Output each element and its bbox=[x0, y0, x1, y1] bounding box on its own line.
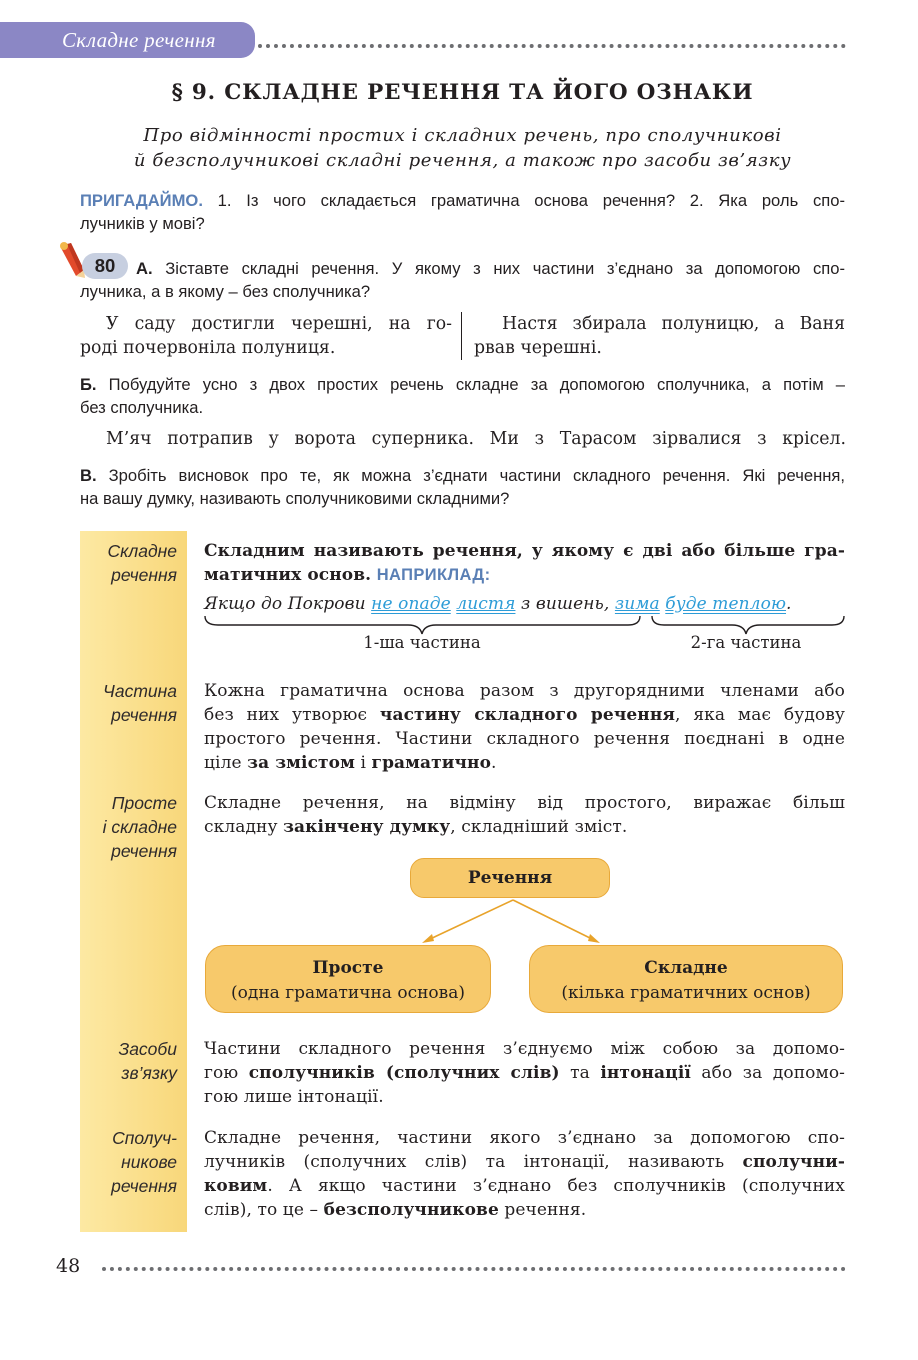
bold-term: за змістом bbox=[247, 753, 355, 773]
exercise-a-text bbox=[136, 257, 845, 280]
exercise-b-line-2: без сполучника. bbox=[80, 398, 204, 417]
means-of-connection-text bbox=[204, 1037, 845, 1109]
text-span: лучників (сполучних слів) та інтонації, називають bbox=[204, 1152, 743, 1172]
part-1-label: 1-ша частина bbox=[363, 633, 481, 652]
diagram-complex-box bbox=[529, 945, 843, 1013]
bold-term: ковим bbox=[204, 1176, 268, 1196]
text-span: , складніший зміст. bbox=[450, 817, 628, 837]
left-example-line-2: роді почервоніла полуниця. bbox=[80, 338, 336, 358]
page-number: 48 bbox=[56, 1255, 81, 1277]
example-text: Якщо до Покрови bbox=[204, 594, 372, 614]
page-subtitle bbox=[80, 123, 845, 173]
left-example-line-1: У саду достигли черешні, на го- bbox=[106, 314, 452, 334]
sentence-part-text bbox=[204, 679, 845, 775]
exercise-a-line-1: Зіставте складні речення. У якому з них частини з’єднано за допомогою спо- bbox=[165, 259, 845, 278]
diagram-arrows bbox=[410, 896, 610, 946]
side-label-means-of-connection bbox=[80, 1037, 177, 1085]
text-span: . bbox=[491, 753, 497, 773]
side-label-conjunctive-sentence bbox=[80, 1126, 177, 1198]
text-span: . А якщо частини з’єднано без сполучників (сполучних bbox=[267, 1176, 845, 1196]
side-label-complex-sentence bbox=[80, 539, 177, 587]
diagram-simple-title: Просте bbox=[312, 958, 384, 978]
exercise-c-line-2: на вашу думку, називають сполучниковими складними? bbox=[80, 489, 510, 508]
definition-complex-sentence bbox=[204, 539, 845, 587]
text-span: , яка має будову bbox=[675, 705, 845, 725]
exercise-c-line-1: Зробіть висновок про те, як можна з’єднати частини складного речення. Які речення, bbox=[108, 466, 845, 485]
exercise-number-badge: 80 bbox=[82, 253, 128, 279]
bold-term: безсполучникове bbox=[323, 1200, 499, 1220]
side-label-line: речення bbox=[111, 1176, 177, 1196]
exercise-a-line-2: лучника, а в якому – без сполучника? bbox=[80, 282, 371, 301]
subtitle-line-2: й безсполучникові складні речення, а також про засоби зв’язку bbox=[133, 150, 792, 171]
simple-vs-complex-text bbox=[204, 791, 845, 839]
bold-term: граматично bbox=[371, 753, 492, 773]
example-subject: зима bbox=[614, 594, 660, 614]
right-example-line-1: Настя збирала полуницю, а Ваня bbox=[502, 314, 845, 334]
side-label-line: Просте bbox=[111, 793, 177, 813]
example-text: з вишень, bbox=[515, 594, 615, 614]
text-span: без них утворює bbox=[204, 705, 380, 725]
recall-line-1: 1. Із чого складається граматична основа речення? 2. Яка роль спо- bbox=[217, 191, 845, 210]
footer-dotted-line bbox=[102, 1267, 846, 1271]
side-label-line: Засоби bbox=[118, 1039, 177, 1059]
diagram-complex-subtitle: (кілька граматичних основ) bbox=[561, 983, 811, 1003]
diagram-simple-subtitle: (одна граматична основа) bbox=[231, 983, 465, 1003]
definition-line-2: матичних основ. bbox=[204, 565, 372, 585]
diagram-complex-title: Складне bbox=[644, 958, 728, 978]
side-label-sentence-part bbox=[80, 679, 177, 727]
part-2-label: 2-га частина bbox=[690, 633, 802, 652]
section-tab: Складне речення bbox=[0, 22, 255, 58]
recall-line-2: лучників у мові? bbox=[80, 214, 205, 233]
example-sentence bbox=[204, 592, 864, 616]
diagram-simple-box bbox=[205, 945, 491, 1013]
text-line: простого речення. Частини складного речення поєднані в одне bbox=[204, 729, 845, 749]
bold-term: закінчену думку bbox=[283, 817, 451, 837]
text-line: Кожна граматична основа разом з другорядними членами або bbox=[204, 681, 845, 701]
conjunctive-sentence-text bbox=[204, 1126, 845, 1222]
exercise-b-label: Б. bbox=[80, 375, 97, 394]
side-label-line: никове bbox=[121, 1152, 177, 1172]
bold-term: інтонації bbox=[600, 1063, 691, 1083]
exercise-b-sentences: М’яч потрапив у ворота суперника. Ми з Тарасом зірвалися з крісел. bbox=[106, 429, 846, 449]
text-span: ціле bbox=[204, 753, 248, 773]
recall-label: ПРИГАДАЙМО. bbox=[80, 191, 203, 210]
subtitle-line-1: Про відмінності простих і складних речень, про сполучникові bbox=[143, 125, 782, 146]
bold-term: сполучників (сполучних слів) bbox=[248, 1063, 560, 1083]
diagram-root-box: Речення bbox=[410, 858, 610, 898]
text-span: і bbox=[355, 753, 372, 773]
exercise-b-text bbox=[80, 373, 845, 419]
text-span: слів), то це – bbox=[204, 1200, 324, 1220]
page-title: § 9. СКЛАДНЕ РЕЧЕННЯ ТА ЙОГО ОЗНАКИ bbox=[171, 80, 754, 105]
header-dotted-line bbox=[258, 44, 846, 48]
recall-paragraph bbox=[80, 189, 845, 235]
side-label-line: зв’язку bbox=[121, 1063, 177, 1083]
side-label-line: Складне bbox=[107, 541, 177, 561]
text-span: складну bbox=[204, 817, 284, 837]
text-span: та bbox=[559, 1063, 601, 1083]
text-line: гою лише інтонації. bbox=[204, 1087, 384, 1107]
side-label-line: речення bbox=[111, 565, 177, 585]
text-line: Складне речення, частини якого з’єднано за допомогою спо- bbox=[204, 1128, 845, 1148]
right-example-line-2: рвав черешні. bbox=[474, 338, 602, 358]
bold-term: частину складного речення bbox=[379, 705, 676, 725]
left-example-sentence bbox=[80, 312, 452, 360]
example-predicate: буде теплою bbox=[665, 594, 787, 614]
side-label-line: речення bbox=[111, 841, 177, 861]
text-span: речення. bbox=[498, 1200, 587, 1220]
exercise-c-text bbox=[80, 464, 845, 510]
text-line: Складне речення, на відміну від простого, виражає більш bbox=[204, 793, 845, 813]
example-text: . bbox=[786, 594, 792, 614]
right-example-sentence bbox=[474, 312, 845, 360]
definition-line-1: Складним називають речення, у якому є дві або більше гра- bbox=[204, 541, 845, 561]
exercise-b-line-1: Побудуйте усно з двох простих речень складне за допомогою сполучника, а потім – bbox=[108, 375, 845, 394]
bold-term: сполучни- bbox=[742, 1152, 845, 1172]
text-line: Частини складного речення з’єднуємо між собою за допомо- bbox=[204, 1039, 845, 1059]
side-label-line: Частина bbox=[103, 681, 177, 701]
example-predicate: не опаде bbox=[371, 594, 451, 614]
example-subject: листя bbox=[456, 594, 516, 614]
side-label-line: і складне bbox=[102, 817, 177, 837]
example-label: НАПРИКЛАД: bbox=[376, 566, 491, 584]
column-divider bbox=[461, 312, 462, 360]
text-span: або за допомо- bbox=[690, 1063, 846, 1083]
exercise-a-label: А. bbox=[136, 259, 153, 278]
text-span: гою bbox=[204, 1063, 249, 1083]
side-label-line: речення bbox=[111, 705, 177, 725]
side-label-simple-and-complex bbox=[80, 791, 177, 863]
exercise-c-label: В. bbox=[80, 466, 97, 485]
side-label-line: Сполуч- bbox=[112, 1128, 177, 1148]
